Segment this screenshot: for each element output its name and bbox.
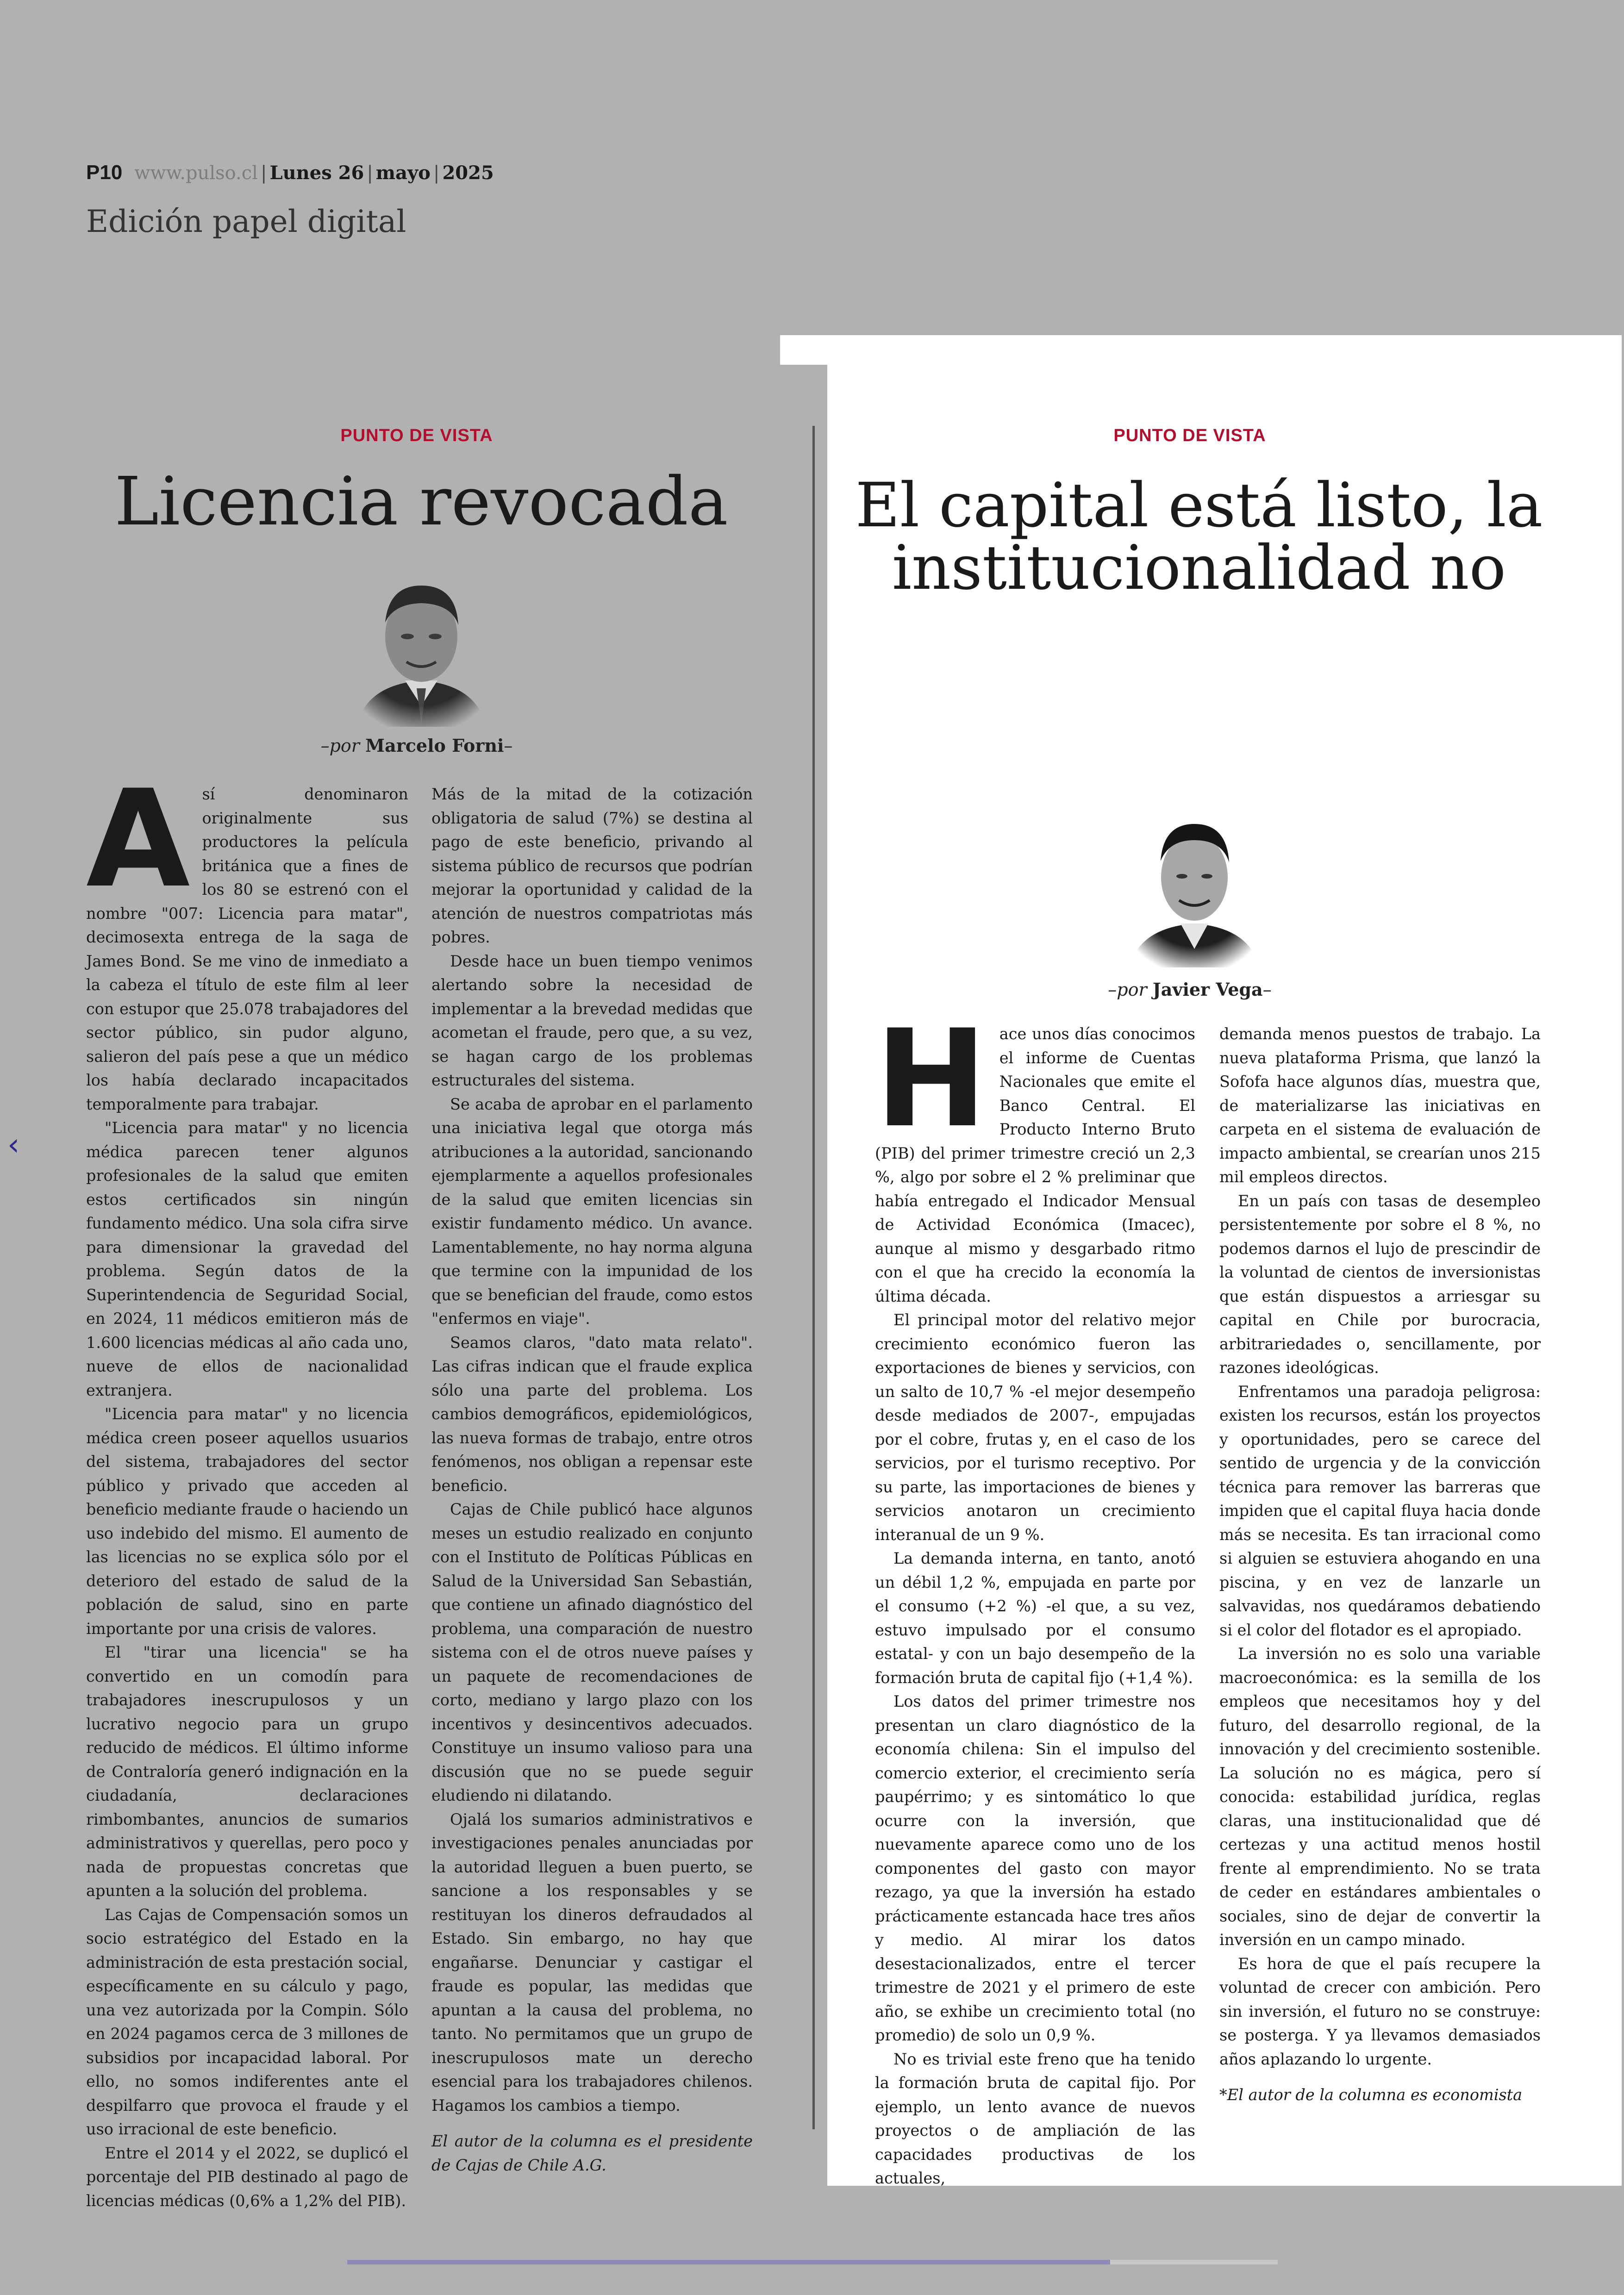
left-col2-paragraph: Seamos claros, "dato mata relato". Las cifras indican que el fraude explica sólo una parte del problema. Los cambios demográficos, epidemiológicos, las nueva formas de trabajo, entre otros fenómenos, nos obligan a repensar este beneficio. bbox=[431, 1333, 753, 1495]
edition-title: Edición papel digital bbox=[86, 204, 406, 239]
right-col2-paragraph: demanda menos puestos de trabajo. La nueva plataforma Prisma, que lanzó la Sofofa hace algunos días, muestra que, de materializarse las iniciativas en carpeta en el sistema de evaluación de impacto ambiental, se crearían unos 215 mil empleos directos. bbox=[1219, 1025, 1541, 1186]
date-day: Lunes 26 bbox=[269, 162, 364, 184]
page-header: P10 www.pulso.cl | Lunes 26 | mayo | 2025 bbox=[86, 161, 494, 184]
page-divider bbox=[812, 426, 815, 2129]
right-author-note: *El autor de la columna es economista bbox=[1219, 2086, 1523, 2104]
right-title-line-2: institucionalidad no bbox=[892, 532, 1506, 604]
right-byline-prefix: –por bbox=[1108, 979, 1147, 1000]
right-author-name: Javier Vega bbox=[1152, 979, 1263, 1000]
left-byline bbox=[269, 735, 565, 756]
right-drop-cap: H bbox=[875, 1001, 987, 1157]
left-author-name: Marcelo Forni bbox=[365, 735, 504, 756]
right-col2-paragraph: Enfrentamos una paradoja peligrosa: existen los recursos, están los proyectos y oportunidades, pero se carece del sentido de urgencia y de la convicción técnica para remover las barreras que impiden que el capital fluya hacia donde más se necesita. Es tan irracional como si alguien se estuviera ahogando en una piscina, y en vez de lanzarle un salvavidas, nos quedáramos debatiendo si el color del flotador es el apropiado. bbox=[1219, 1382, 1541, 1639]
left-article-col-2 bbox=[431, 782, 753, 2177]
right-col1-paragraph: No es trivial este freno que ha tenido la formación bruta de capital fijo. Por ejemplo, un lento avance de nuevos proyectos o de ampliación de las capacidades productivas de los actuales, bbox=[875, 2050, 1195, 2187]
right-kicker: PUNTO DE VISTA bbox=[1113, 426, 1266, 445]
left-col1-paragraph: sí denominaron originalmente sus productores la película británica que a fines de los 80 se estrenó con el nombre "007: Licencia para matar", decimosexta entrega de la saga de James Bond. Se me vino de inmediato a la cabeza el título de este film al leer con estupor que 25.078 trabajadores del sector público, sin pudor alguno, salieron del país pese a que un médico los había declarado incapacitados temporalmente para trabajar. bbox=[86, 785, 408, 1113]
left-col2-paragraph: Más de la mitad de la cotización obligatoria de salud (7%) se destina al pago de este beneficio, privando al sistema público de recursos que podrían mejorar la oportunidad y calidad de la atención de nuestros compatriotas más pobres. bbox=[431, 785, 753, 946]
left-article-col-1 bbox=[86, 761, 408, 2213]
right-article-title bbox=[847, 470, 1551, 604]
left-article-title: Licencia revocada bbox=[114, 462, 728, 540]
right-page-tab bbox=[780, 335, 1622, 365]
right-byline-suffix: – bbox=[1262, 979, 1272, 1000]
right-title-line-1: El capital está listo, la bbox=[855, 470, 1543, 541]
left-col1-paragraph: Las Cajas de Compensación somos un socio estratégico del Estado en la administración de esta prestación social, específicamente en su cálculo y pago, una vez autorizada por la Compin. Sólo en 2024 pagamos cerca de 3 millones de subsidios por incapacidad laboral. Por ello, no somos indiferentes ante el despilfarro que provoca el fraude y el uso irracional de este beneficio. bbox=[86, 1905, 408, 2138]
left-col2-paragraph: Ojalá los sumarios administrativos e investigaciones penales anunciadas por la autoridad lleguen a buen puerto, se sancione a los responsables y se restituyan los dineros defraudados al Estado. Sin embargo, no hay que engañarse. Denunciar y castigar el fraude es popular, las medidas que apuntan a la causa del problema, no tanto. No permitamos que un grupo de inescrupulosos mate un derecho esencial para los trabajadores chilenos. Hagamos los cambios a tiempo. bbox=[431, 1810, 753, 2114]
right-article-col-1 bbox=[875, 1001, 1195, 2190]
page-progress-fill bbox=[347, 2260, 1110, 2264]
date-month: mayo bbox=[375, 162, 431, 184]
left-byline-suffix: – bbox=[504, 736, 513, 756]
right-byline bbox=[1046, 979, 1333, 1000]
chevron-left-icon[interactable]: ‹ bbox=[7, 1127, 20, 1162]
right-col1-paragraph: Los datos del primer trimestre nos presentan un claro diagnóstico de la economía chilena: Sin el impulso del comercio exterior, el crecimiento sería paupérrimo; y es sintomático lo que ocurre con la inversión, que nuevamente aparece como uno de los componentes del gasto con mayor rezago, ya que la inversión ha estado prácticamente estancada hace tres años y medio. Al mirar los datos desestacionalizados, entre el tercer trimestre de 2021 y el primero de este año, se exhibe un crecimiento total (no promedio) de solo un 0,9 %. bbox=[875, 1692, 1195, 2044]
left-col2-paragraph: Se acaba de aprobar en el parlamento una iniciativa legal que otorga más atribuciones a la autoridad, sancionando ejemplarmente a aquellos profesionales de la salud que emiten licencias sin existir fundamento médico. Un avance. Lamentablemente, no hay norma alguna que termine con la impunidad de los que se benefician del fraude, como estos "enfermos en viaje". bbox=[431, 1095, 753, 1328]
left-author-note: El autor de la columna es el presidente de Cajas de Chile A.G. bbox=[431, 2132, 753, 2174]
left-col2-paragraph: Cajas de Chile publicó hace algunos meses un estudio realizado en conjunto con el Instituto de Políticas Públicas en Salud de la Universidad San Sebastián, que contiene un afinado diagnóstico del problema, una comparación de nuestro sistema con el de otros nueve países y un paquete de recomendaciones de corto, mediano y largo plazo con los incentivos y desincentivos adecuados. Constituye un insumo valioso para una discusión que no se puede seguir eludiendo ni dilatando. bbox=[431, 1500, 753, 1804]
left-col2-paragraph: Desde hace un buen tiempo venimos alertando sobre la necesidad de implementar a la brevedad medidas que acometan el fraude, pero que, a su vez, se hagan cargo de los problemas estructurales del sistema. bbox=[431, 952, 753, 1089]
left-drop-cap: A bbox=[86, 761, 190, 917]
left-col1-paragraph: Entre el 2014 y el 2022, se duplicó el porcentaje del PIB destinado al pago de licencias médicas (0,6% a 1,2% del PIB). bbox=[86, 2144, 408, 2210]
page-number: P10 bbox=[86, 161, 123, 184]
site-link[interactable]: www.pulso.cl bbox=[134, 162, 258, 184]
left-kicker: PUNTO DE VISTA bbox=[340, 426, 493, 445]
right-article-col-2 bbox=[1219, 1022, 1541, 2107]
right-col1-paragraph: La demanda interna, en tanto, anotó un débil 1,2 %, empujada en parte por el consumo (+2 %) -el que, a su vez, estuvo impulsado por el consumo estatal- y con un bajo desempeño de la formación bruta de capital fijo (+1,4 %). bbox=[875, 1549, 1195, 1687]
author-portrait-forni bbox=[347, 567, 495, 727]
right-col2-paragraph: Es hora de que el país recupere la voluntad de crecer con ambición. Pero sin inversión, el futuro no se construye: se posterga. Y ya llevamos demasiados años aplazando lo urgente. bbox=[1219, 1954, 1541, 2068]
left-col1-paragraph: El "tirar una licencia" se ha convertido en un comodín para trabajadores inescrupulosos y un lucrativo negocio para un grupo reducido de médicos. El último informe de Contraloría generó indignación en la ciudadanía, declaraciones rimbombantes, anuncios de sumarios administrativos y querellas, pero poco y nada de propuestas concretas que apunten a la solución del problema. bbox=[86, 1643, 408, 1900]
right-col2-paragraph: La inversión no es solo una variable macroeconómica: es la semilla de los empleos que necesitamos hoy y del futuro, del desarrollo regional, de la innovación y del crecimiento sostenible. La solución no es mágica, pero sí conocida: estabilidad jurídica, reglas claras, una institucionalidad que dé certezas y una actitud menos hostil frente al emprendimiento. No se trata de ceder en estándares ambientales o sociales, sino de dejar de convertir la inversión en un campo minado. bbox=[1219, 1645, 1541, 1949]
left-col1-paragraph: "Licencia para matar" y no licencia médica parecen tener algunos profesionales de la salud que emiten estos certificados sin ningún fundamento médico. Una sola cifra sirve para dimensionar la gravedad del problema. Según datos de la Superintendencia de Seguridad Social, en 2024, 11 médicos emitieron más de 1.600 licencias médicas al año cada uno, nueve de ellos de nacionalidad extranjera. bbox=[86, 1119, 408, 1399]
author-portrait-vega bbox=[1123, 808, 1266, 967]
right-col1-paragraph: El principal motor del relativo mejor crecimiento económico fueron las exportaciones de bienes y servicios, con un salto de 10,7 % -el mejor desempeño desde mediados de 2007-, empujadas por el cobre, frutas y, en el caso de los servicios, por el turismo receptivo. Por su parte, las importaciones de bienes y servicios anotaron un crecimiento interanual de un 9 %. bbox=[875, 1311, 1195, 1544]
right-col1-paragraph: ace unos días conocimos el informe de Cuentas Nacionales que emite el Banco Central. El Producto Interno Bruto (PIB) del primer trimestre creció un 2,3 %, algo por sobre el 2 % preliminar que había entregado el Indicador Mensual de Actividad Económica (Imacec), aunque al mismo y desgarbado ritmo con el que ha crecido la economía la última década. bbox=[875, 1025, 1195, 1305]
left-col1-paragraph: "Licencia para matar" y no licencia médica creen poseer aquellos usuarios del sistema, trabajadores del sector público y privado que acceden al beneficio mediante fraude o haciendo un uso indebido del mismo. El aumento de las licencias no se explica sólo por el deterioro del estado de salud de la población de salud, sino en parte importante por una crisis de valores. bbox=[86, 1405, 408, 1638]
right-col2-paragraph: En un país con tasas de desempleo persistentemente por sobre el 8 %, no podemos darnos el lujo de prescindir de la voluntad de cientos de inversionistas que están dispuestos a arriesgar su capital en Chile por burocracia, arbitrariedades o, sencillamente, por razones ideológicas. bbox=[1219, 1191, 1541, 1377]
date-year: 2025 bbox=[442, 162, 494, 184]
left-byline-prefix: –por bbox=[320, 736, 360, 756]
